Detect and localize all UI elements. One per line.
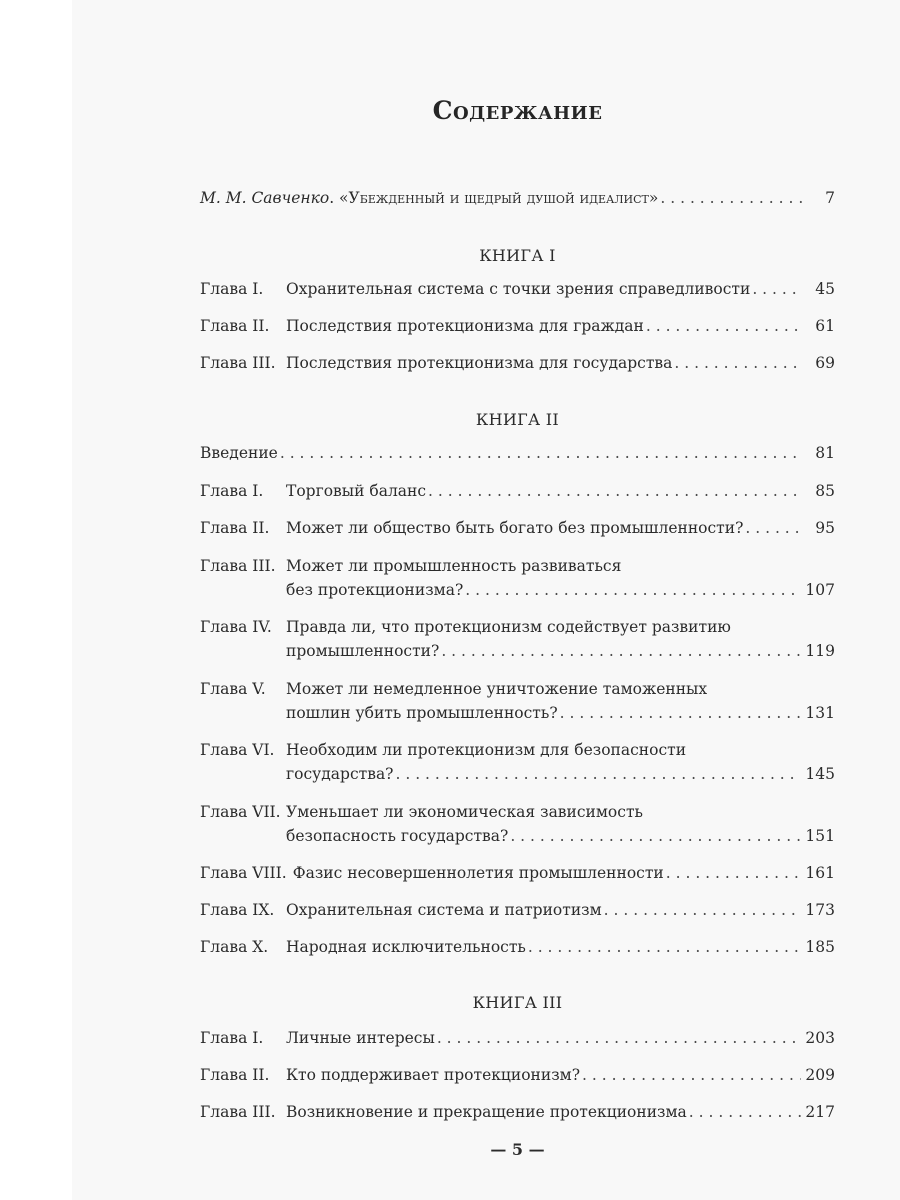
leader-dots xyxy=(396,762,802,786)
chapter-title: Кто поддерживает протекционизм? xyxy=(286,1066,581,1084)
chapter-label: Глава V. xyxy=(200,680,266,698)
page-number: 107 xyxy=(805,581,835,599)
toc-entry[interactable] xyxy=(200,1100,835,1124)
chapter-label: Глава VIII. xyxy=(200,864,287,882)
leader-dots xyxy=(510,824,801,848)
book-page xyxy=(72,0,900,1200)
page-number: 185 xyxy=(805,938,835,956)
toc-entry[interactable] xyxy=(200,1063,835,1087)
leader-dots xyxy=(582,1063,801,1087)
chapter-label: Глава III. xyxy=(200,557,276,575)
page-number: 61 xyxy=(815,317,835,335)
chapter-title-line2: без протекционизма? xyxy=(286,581,464,599)
page-number: 45 xyxy=(815,280,835,298)
chapter-label: Глава II. xyxy=(200,317,270,335)
chapter-title-line1: Уменьшает ли экономическая зависимость xyxy=(286,803,643,821)
page-number: 95 xyxy=(815,519,835,537)
page-number: 151 xyxy=(805,827,835,845)
toc-entry[interactable] xyxy=(200,898,835,922)
chapter-title: Последствия протекционизма для граждан xyxy=(286,317,644,335)
leader-dots xyxy=(560,701,802,725)
toc-entry[interactable] xyxy=(200,277,835,301)
book-heading: КНИГА III xyxy=(472,993,563,1012)
chapter-label: Глава I. xyxy=(200,1029,264,1047)
chapter-label: Глава VII. xyxy=(200,803,281,821)
leader-dots xyxy=(604,898,802,922)
page-number: 173 xyxy=(805,901,835,919)
toc-entry[interactable] xyxy=(200,800,835,848)
chapter-title: Народная исключительность xyxy=(286,938,526,956)
chapter-title-line1: Может ли промышленность развиваться xyxy=(286,557,622,575)
page-number: 85 xyxy=(815,482,835,500)
toc-entry[interactable] xyxy=(200,554,835,602)
leader-dots xyxy=(441,639,801,663)
toc-entry[interactable] xyxy=(200,441,835,465)
chapter-title-line2: пошлин убить промышленность? xyxy=(286,704,558,722)
intro-author: М. М. Савченко xyxy=(200,189,330,207)
leader-dots xyxy=(646,314,803,338)
chapter-title: Может ли общество быть богато без промышленности? xyxy=(286,519,744,537)
toc-entry[interactable] xyxy=(200,861,835,885)
page-title: Содержание xyxy=(432,96,603,125)
chapter-label: Глава III. xyxy=(200,354,276,372)
page-number: 7 xyxy=(825,189,835,207)
leader-dots xyxy=(280,441,803,465)
chapter-title: Охранительная система с точки зрения справедливости xyxy=(286,280,751,298)
intro-separator: . xyxy=(329,189,340,207)
page-number: 209 xyxy=(805,1066,835,1084)
chapter-label: Введение xyxy=(200,444,278,462)
toc-entry[interactable] xyxy=(200,479,835,503)
chapter-title: Возникновение и прекращение протекционизма xyxy=(286,1103,687,1121)
book-heading: КНИГА I xyxy=(479,246,556,265)
chapter-label: Глава III. xyxy=(200,1103,276,1121)
toc-entry[interactable] xyxy=(200,351,835,375)
chapter-title-line1: Необходим ли протекционизм для безопасности xyxy=(286,741,687,759)
chapter-title-line1: Может ли немедленное уничтожение таможенных xyxy=(286,680,708,698)
chapter-title-line1: Правда ли, что протекционизм содействует развитию xyxy=(286,618,731,636)
toc-entry-intro[interactable] xyxy=(200,186,835,210)
leader-dots xyxy=(428,479,803,503)
chapter-title: Охранительная система и патриотизм xyxy=(286,901,602,919)
leader-dots xyxy=(674,351,803,375)
chapter-label: Глава IX. xyxy=(200,901,275,919)
leader-dots xyxy=(528,935,802,959)
chapter-title: Личные интересы xyxy=(286,1029,435,1047)
chapter-label: Глава X. xyxy=(200,938,269,956)
intro-title: «Убежденный и щедрый душой идеалист» xyxy=(339,189,659,207)
page-number: 161 xyxy=(805,864,835,882)
toc-entry[interactable] xyxy=(200,516,835,540)
chapter-title-line2: безопасность государства? xyxy=(286,827,509,845)
chapter-title: Последствия протекционизма для государства xyxy=(286,354,673,372)
page-number: 119 xyxy=(805,642,835,660)
leader-dots xyxy=(666,861,802,885)
page-number: 131 xyxy=(805,704,835,722)
chapter-label: Глава IV. xyxy=(200,618,272,636)
toc-entry[interactable] xyxy=(200,1026,835,1050)
toc-entry[interactable] xyxy=(200,615,835,663)
toc-entry[interactable] xyxy=(200,935,835,959)
chapter-label: Глава II. xyxy=(200,519,270,537)
page-number: 69 xyxy=(815,354,835,372)
chapter-label: Глава I. xyxy=(200,482,264,500)
chapter-title-line2: промышленности? xyxy=(286,642,440,660)
toc-entry[interactable] xyxy=(200,738,835,786)
page-number: 203 xyxy=(805,1029,835,1047)
page-number: 81 xyxy=(815,444,835,462)
book-heading: КНИГА II xyxy=(475,410,560,429)
page-number: 145 xyxy=(805,765,835,783)
page-number: 217 xyxy=(805,1103,835,1121)
chapter-title: Торговый баланс xyxy=(286,482,427,500)
leader-dots xyxy=(752,277,803,301)
chapter-label: Глава II. xyxy=(200,1066,270,1084)
toc-entry[interactable] xyxy=(200,677,835,725)
chapter-label: Глава VI. xyxy=(200,741,275,759)
leader-dots xyxy=(465,578,801,602)
leader-dots xyxy=(437,1026,802,1050)
toc-entry[interactable] xyxy=(200,314,835,338)
chapter-title-line2: государства? xyxy=(286,765,394,783)
chapter-title: Фазис несовершеннолетия промышленности xyxy=(292,864,664,882)
leader-dots xyxy=(745,516,803,540)
page-folio: — 5 — xyxy=(490,1140,545,1159)
chapter-label: Глава I. xyxy=(200,280,264,298)
leader-dots xyxy=(689,1100,802,1124)
leader-dots xyxy=(660,186,803,210)
